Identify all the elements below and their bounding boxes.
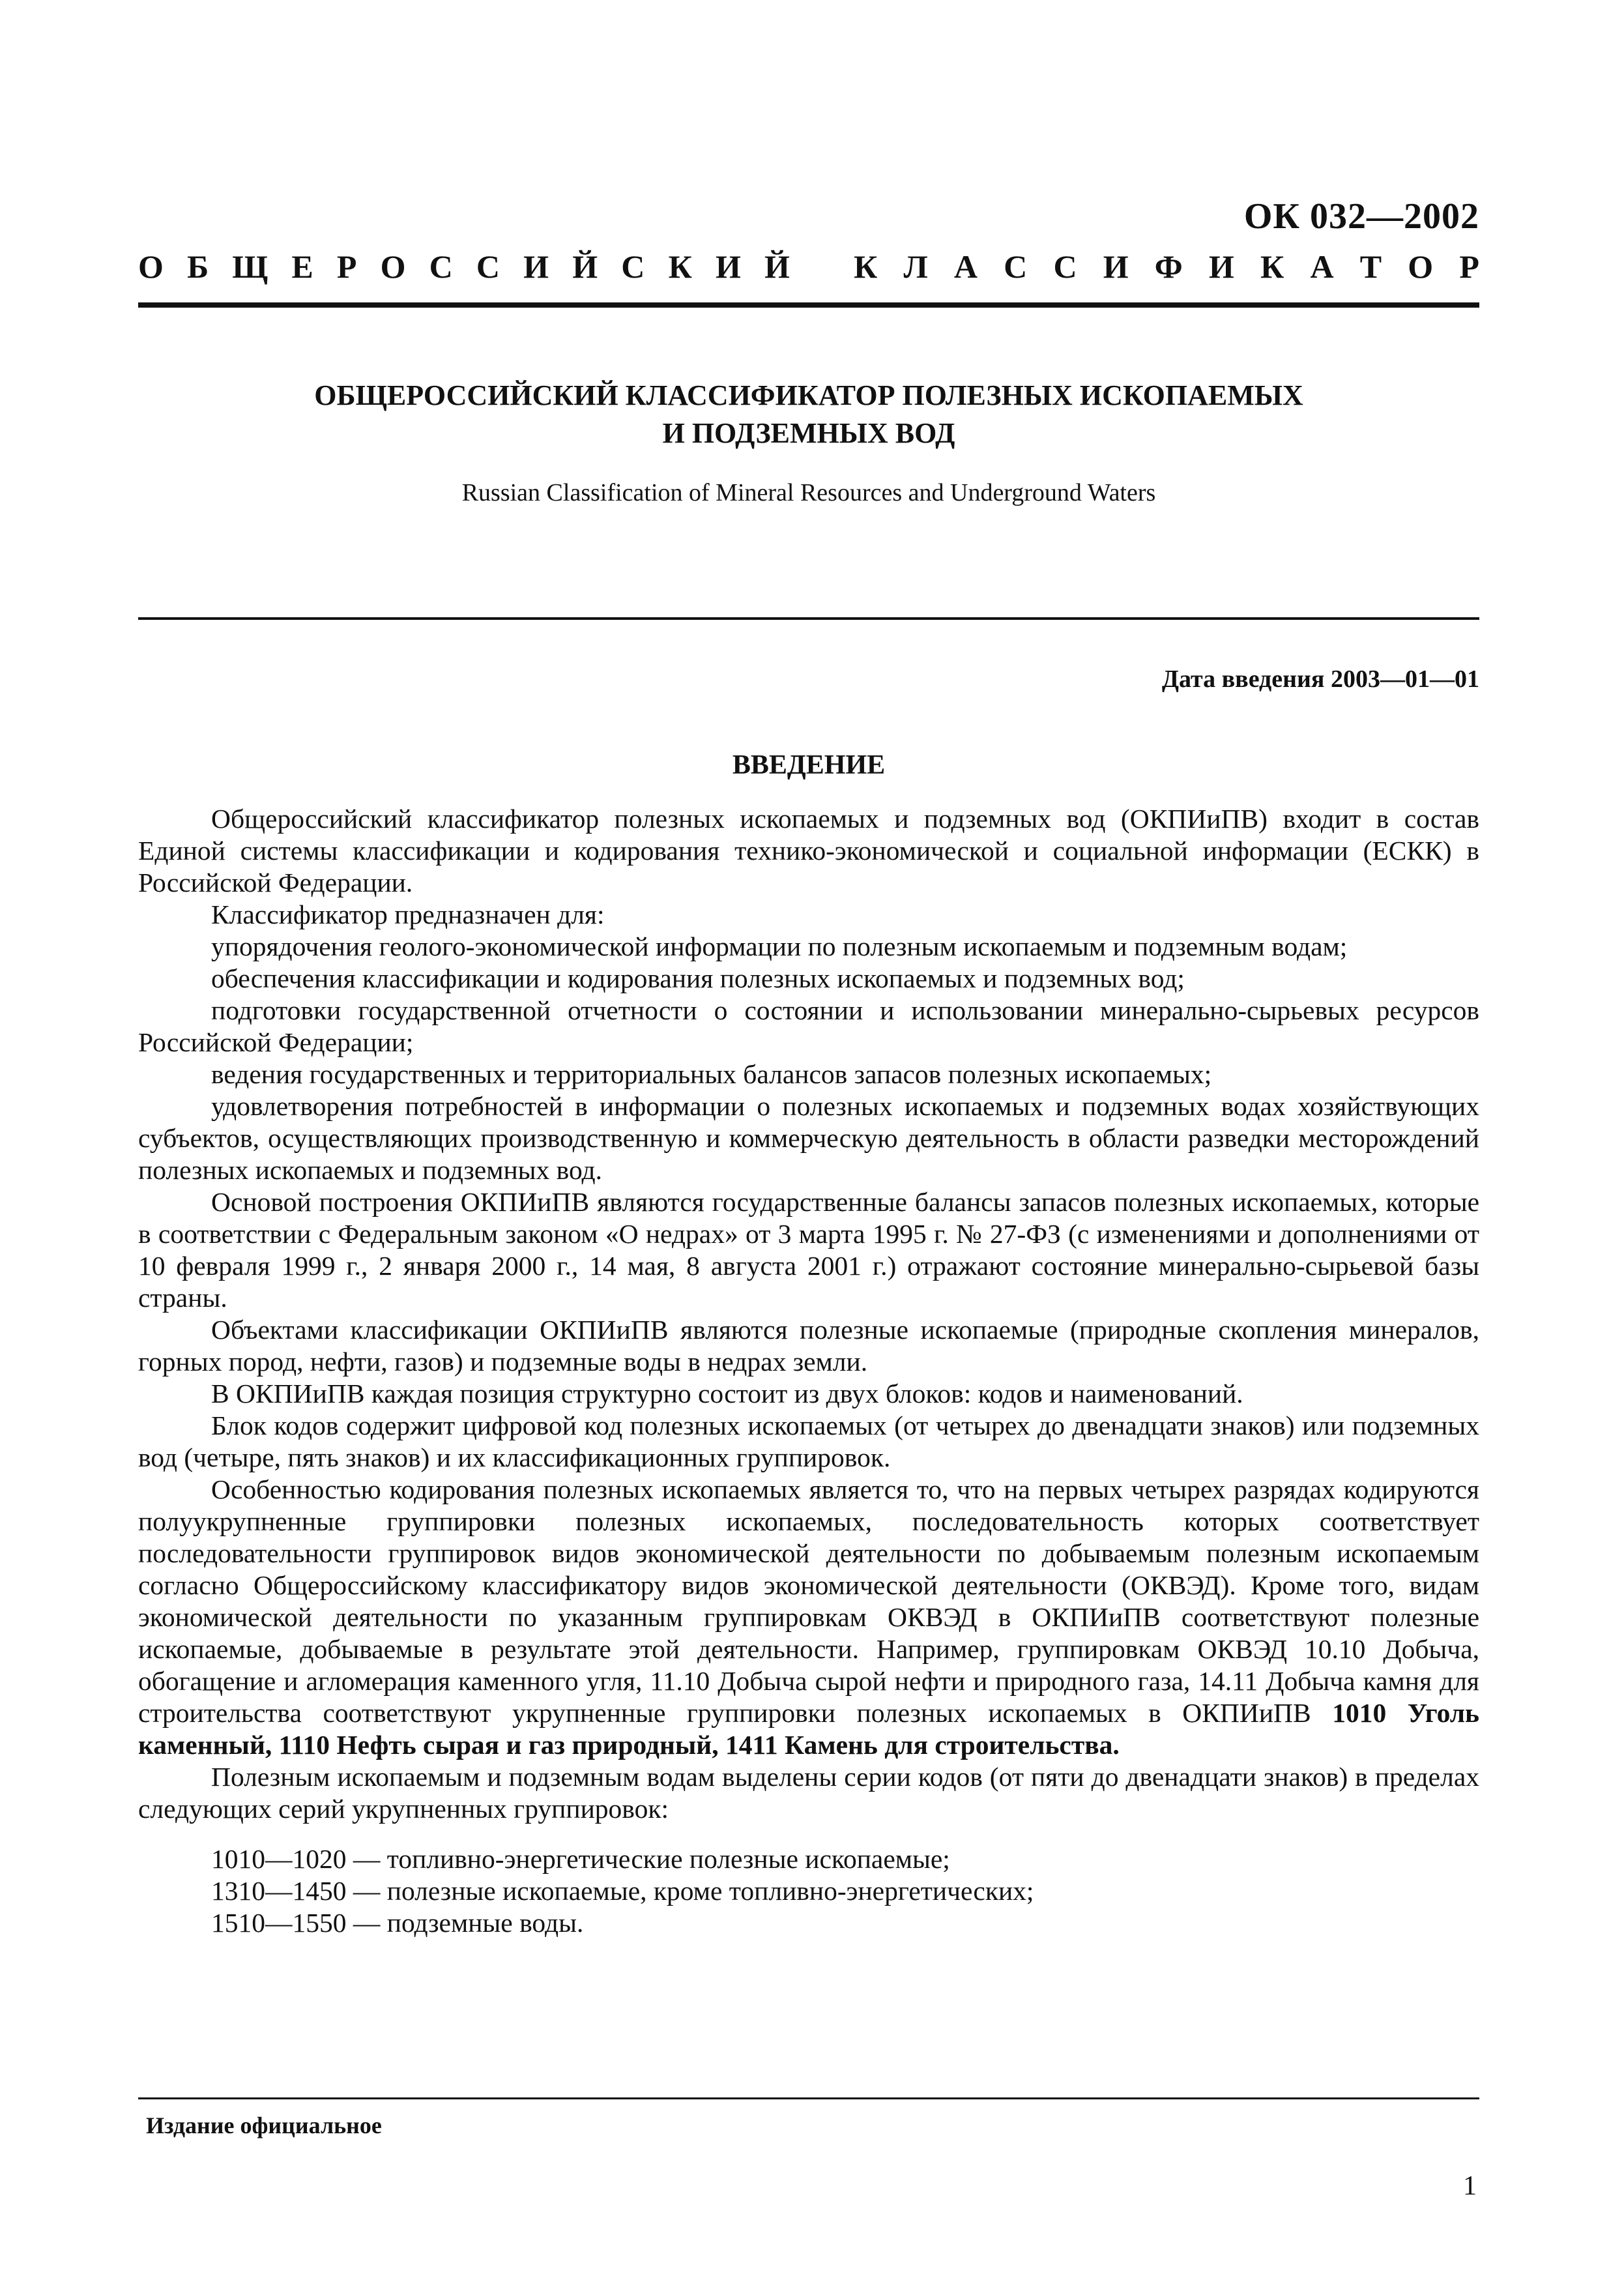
footer-rule [138,2097,1479,2099]
banner-letter: И [523,248,549,285]
paragraph: В ОКПИиПВ каждая позиция структурно состоит из двух блоков: кодов и наименований. [211,1379,1243,1408]
paragraph: Классификатор предназначен для: [211,899,605,929]
banner-letter: Ф [1154,248,1183,285]
banner-letter: К [668,248,692,285]
banner-letter: С [1004,248,1028,285]
banner-letter: С [476,248,500,285]
banner-letter: Е [291,248,313,285]
banner-letter: Л [903,248,928,285]
banner-letter: А [953,248,978,285]
banner-letter: О [138,248,164,285]
paragraph: ведения государственных и территориальных балансов запасов полезных ископаемых; [211,1059,1212,1089]
header-rule [138,302,1479,308]
document-title [138,377,1479,452]
banner-letter: К [854,248,878,285]
paragraph-bold-text: 1010 Уголь каменный, 1110 Нефть сырая и газ природный, 1411 Камень для строительства. [138,1698,1480,1760]
banner-letter: Т [1359,248,1382,285]
section-title: ВВЕДЕНИЕ [732,750,886,780]
paragraph: упорядочения геолого-экономической информации по полезным ископаемым и подземным водам; [211,931,1348,961]
page-number: 1 [1463,2171,1477,2201]
banner-word-left [138,248,790,285]
series-item: 1310—1450 — полезные ископаемые, кроме топливно-энергетических; [211,1876,1034,1906]
banner-letter: Щ [232,248,268,285]
paragraph: Объектами классификации ОКПИиПВ являются полезные ископаемые (природные скопления минералов, горных пород, нефти, газов) и подземные воды в недрах земли. [138,1315,1479,1377]
english-title: Russian Classification of Mineral Resources and Underground Waters [461,479,1156,506]
banner-letter: О [380,248,406,285]
title-line-1: ОБЩЕРОССИЙСКИЙ КЛАССИФИКАТОР ПОЛЕЗНЫХ ИСКОПАЕМЫХ [314,379,1303,411]
banner-letter: К [1260,248,1284,285]
body-text [138,803,1479,1939]
introduction-date: Дата введения 2003—01—01 [1161,665,1479,693]
paragraph: удовлетворения потребностей в информации о полезных ископаемых и подземных водах хозяйствующих субъектов, осуществляющих производственную и коммерческую деятельность в области разведки месторождений полезных ископаемых и подземных вод. [138,1091,1479,1185]
paragraph-text: Особенностью кодирования полезных ископаемых является то, что на первых четырех разрядах кодируются полуукрупненные группировки полезных ископаемых, последовательность которых соответствует последовательности группировок видов экономической деятельности по добываемым полезным ископаемым согласно Общероссийскому классификатору видов экономической деятельности (ОКВЭД). Кроме того, видам экономической деятельности по указанным группировкам ОКВЭД в ОКПИиПВ соответствуют полезные ископаемые, добываемые в результате этой деятельности. Например, группировкам ОКВЭД 10.10 Добыча, обогащение и агломерация каменного угля, 11.10 Добыча сырой нефти и природного газа, 14.11 Добыча камня для строительства соответствуют укрупненные группировки полезных ископаемых в ОКПИиПВ [138,1474,1479,1728]
paragraph [138,1474,1479,1761]
title-rule [138,617,1479,620]
banner-letter: И [1208,248,1234,285]
banner-letter: С [1053,248,1077,285]
banner-letter: Р [336,248,357,285]
banner-letter: О [1408,248,1434,285]
paragraph: подготовки государственной отчетности о состоянии и использовании минерально-сырьевых ресурсов Российской Федерации; [138,995,1479,1057]
paragraph: обеспечения классификации и кодирования полезных ископаемых и подземных вод; [211,963,1185,993]
series-item: 1010—1020 — топливно-энергетические полезные ископаемые; [211,1844,950,1874]
banner-letter: Р [1459,248,1479,285]
title-line-2: И ПОДЗЕМНЫХ ВОД [662,417,955,449]
series-item: 1510—1550 — подземные воды. [211,1908,584,1938]
banner-letter: Й [764,248,790,285]
banner-word-right [854,248,1479,285]
paragraph: Блок кодов содержит цифровой код полезных ископаемых (от четырех до двенадцати знаков) или подземных вод (четыре, пять знаков) и их классификационных группировок. [138,1410,1479,1472]
paragraph: Основой построения ОКПИиПВ являются государственные балансы запасов полезных ископаемых, которые в соответствии с Федеральным законом «О недрах» от 3 марта 1995 г. № 27-ФЗ (с изменениями и дополнениями от 10 февраля 1999 г., 2 января 2000 г., 14 мая, 8 августа 2001 г.) отражают состояние минерально-сырьевой базы страны. [138,1187,1479,1313]
series-list [138,1843,1479,1939]
banner-letter: С [429,248,453,285]
banner-letter: И [1103,248,1129,285]
banner-letter: Б [187,248,209,285]
banner-letter: И [715,248,741,285]
paragraph: Общероссийский классификатор полезных ископаемых и подземных вод (ОКПИиПВ) входит в состав Единой системы классификации и кодирования технико-экономической и социальной информации (ЕСКК) в Российской Федерации. [138,804,1479,897]
edition-label: Издание официальное [146,2112,382,2138]
document-code: ОК 032—2002 [1243,196,1479,237]
banner-letter: А [1310,248,1334,285]
banner-letter: Й [572,248,598,285]
paragraph: Полезным ископаемым и подземным водам выделены серии кодов (от пяти до двенадцати знаков) в пределах следующих серий укрупненных группировок: [138,1762,1479,1824]
banner-letter: С [621,248,645,285]
classifier-banner [138,248,1479,285]
